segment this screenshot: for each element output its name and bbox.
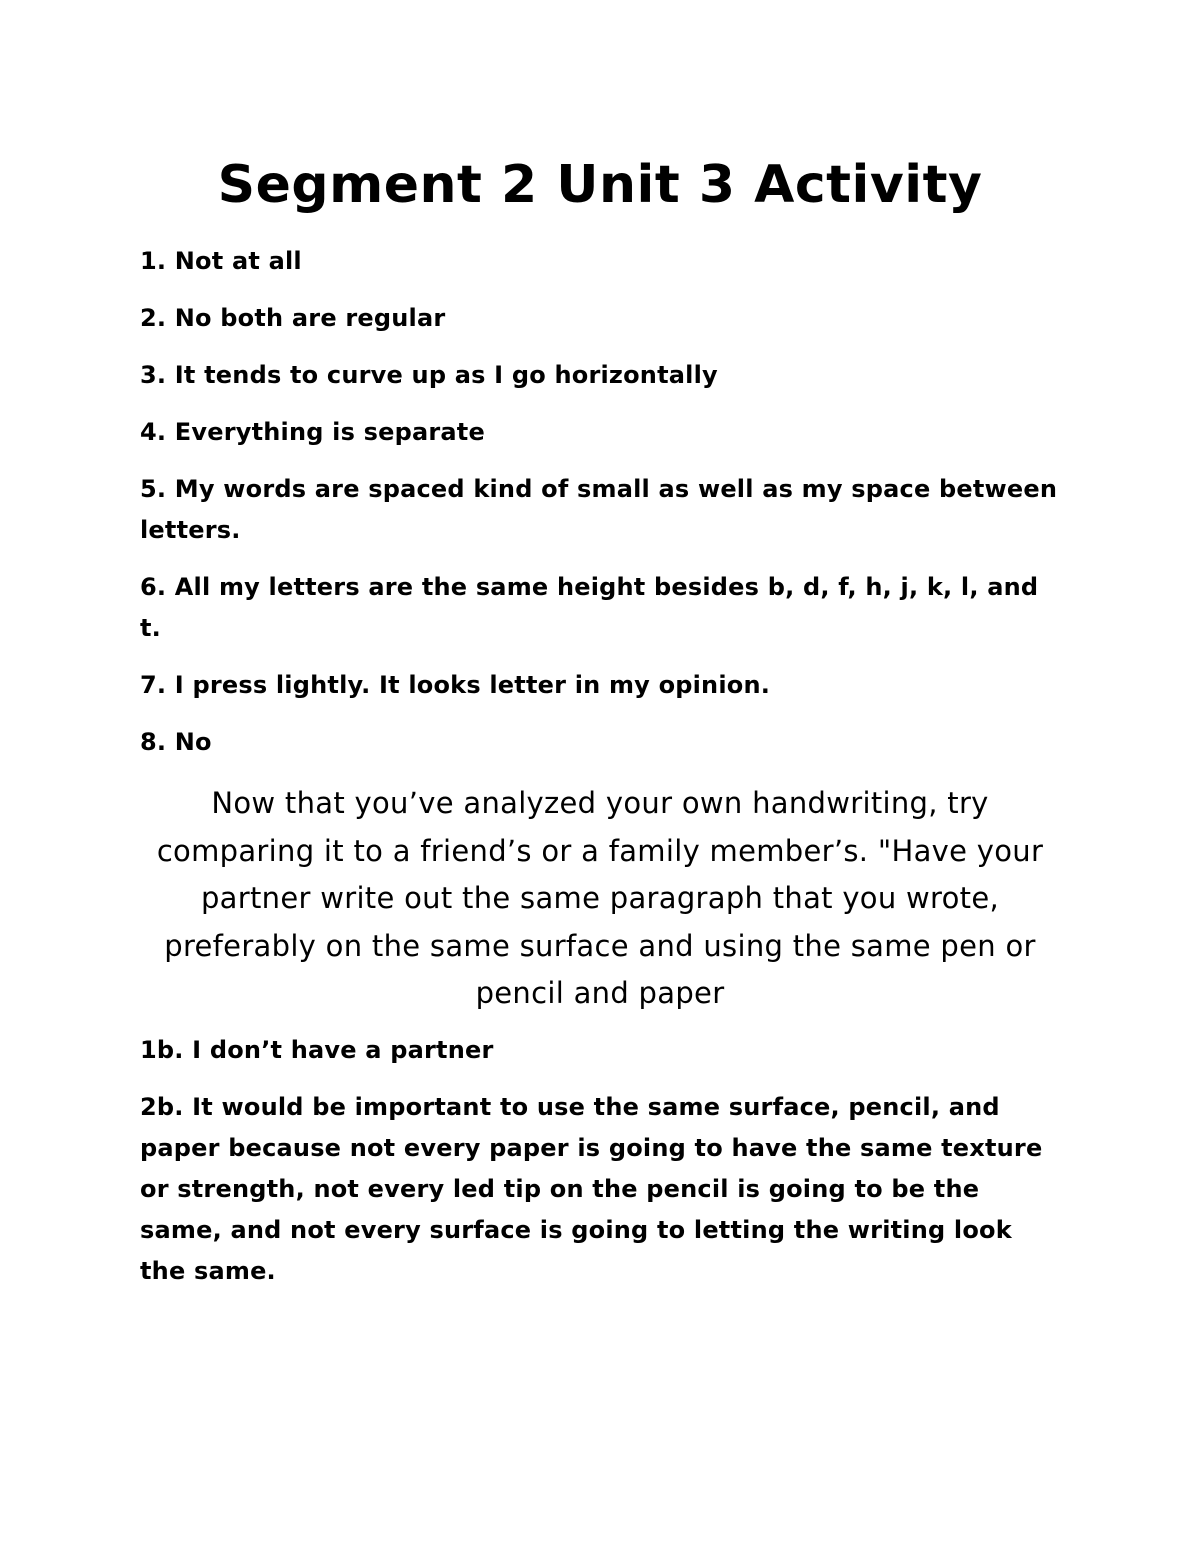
comparison-prompt: Now that you’ve analyzed your own handwriting, try comparing it to a friend’s or a family member’s. "Have your partner write out the same paragraph that you wrote, preferably on the same surface and using the same pen or pencil and paper: [156, 786, 1044, 1010]
answer-5: 5. My words are spaced kind of small as well as my space between letters.: [140, 475, 1058, 544]
answer-2: 2. No both are regular: [140, 304, 446, 332]
answers-list: [140, 241, 1060, 779]
document-title: Segment 2 Unit 3 Activity: [217, 155, 983, 215]
answer-6: 6. All my letters are the same height besides b, d, f, h, j, k, l, and t.: [140, 573, 1039, 642]
answer-4: 4. Everything is separate: [140, 418, 485, 446]
answer-7: 7. I press lightly. It looks letter in my opinion.: [140, 671, 771, 699]
answer-1b: 1b. I don’t have a partner: [140, 1036, 494, 1064]
answer-8: 8. No: [140, 728, 212, 756]
answer-2b: 2b. It would be important to use the same surface, pencil, and paper because not every paper is going to have the same texture or strength, not every led tip on the pencil is going to be the same, and not every surface is going to letting the writing look the same.: [140, 1093, 1043, 1285]
followup-answers-list: [140, 1030, 1060, 1308]
answer-1: 1. Not at all: [140, 247, 302, 275]
answer-3: 3. It tends to curve up as I go horizontally: [140, 361, 718, 389]
